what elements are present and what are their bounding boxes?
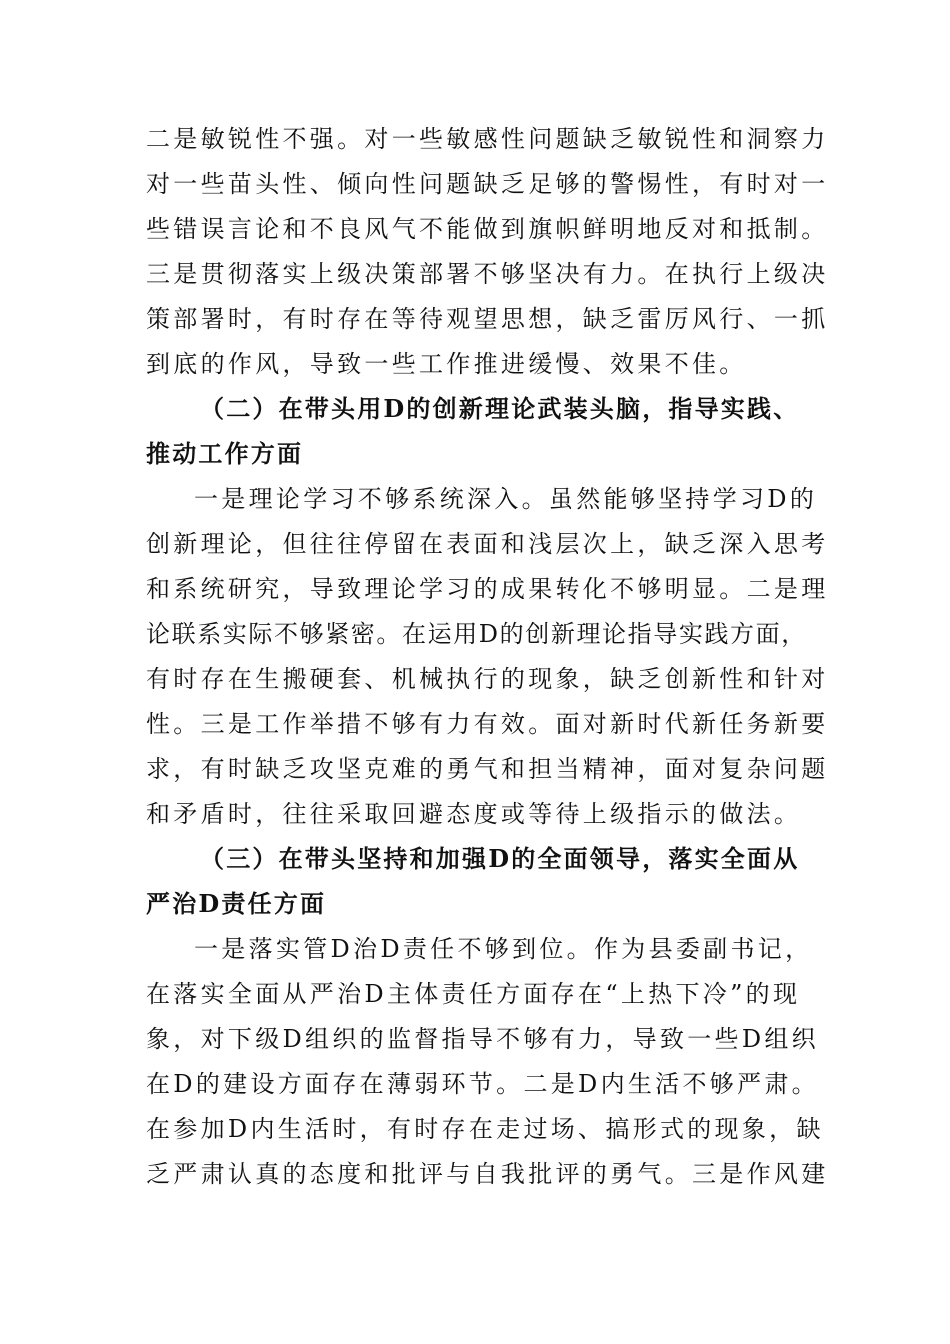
paragraph-line: 和系统研究，导致理论学习的成果转化不够明显。二是理 <box>146 575 829 603</box>
paragraph-line: 对一些苗头性、倾向性问题缺乏足够的警惕性，有时对一 <box>146 170 829 198</box>
paragraph-line: 性。三是工作举措不够有力有效。面对新时代新任务新要 <box>146 710 829 738</box>
paragraph-line: 求，有时缺乏攻坚克难的勇气和担当精神，面对复杂问题 <box>146 755 829 783</box>
paragraph-line: 在落实全面从严治D主体责任方面存在“上热下冷”的现 <box>146 980 801 1008</box>
section-heading: （三）在带头坚持和加强D的全面领导，落实全面从 <box>200 844 800 873</box>
paragraph-line: 象，对下级D组织的监督指导不够有力，导致一些D组织 <box>146 1025 819 1053</box>
paragraph-line: 策部署时，有时存在等待观望思想，缺乏雷厉风行、一抓 <box>146 305 829 333</box>
paragraph-line: 在参加D内生活时，有时存在走过场、搞形式的现象，缺 <box>146 1115 824 1143</box>
paragraph-line: 些错误言论和不良风气不能做到旗帜鲜明地反对和抵制。 <box>146 215 829 243</box>
paragraph-line: 乏严肃认真的态度和批评与自我批评的勇气。三是作风建 <box>146 1160 829 1188</box>
section-heading-continued: 严治D责任方面 <box>146 889 327 918</box>
paragraph-line: 三是贯彻落实上级决策部署不够坚决有力。在执行上级决 <box>146 260 829 288</box>
paragraph-line: 一是落实管D治D责任不够到位。作为县委副书记， <box>194 935 813 963</box>
paragraph-line: 一是理论学习不够系统深入。虽然能够坚持学习D的 <box>194 485 818 513</box>
paragraph-line: 创新理论，但往往停留在表面和浅层次上，缺乏深入思考 <box>146 530 829 558</box>
paragraph-line: 和矛盾时，往往采取回避态度或等待上级指示的做法。 <box>146 800 802 828</box>
paragraph-line: 到底的作风，导致一些工作推进缓慢、效果不佳。 <box>146 350 747 378</box>
section-heading: （二）在带头用D的创新理论武装头脑，指导实践、 <box>200 394 800 423</box>
paragraph-line: 有时存在生搬硬套、机械执行的现象，缺乏创新性和针对 <box>146 665 829 693</box>
section-heading-continued: 推动工作方面 <box>146 439 304 468</box>
paragraph-line: 论联系实际不够紧密。在运用D的创新理论指导实践方面， <box>146 620 807 648</box>
paragraph-line: 在D的建设方面存在薄弱环节。二是D内生活不够严肃。 <box>146 1070 819 1098</box>
paragraph-line: 二是敏锐性不强。对一些敏感性问题缺乏敏锐性和洞察力 <box>146 125 829 153</box>
